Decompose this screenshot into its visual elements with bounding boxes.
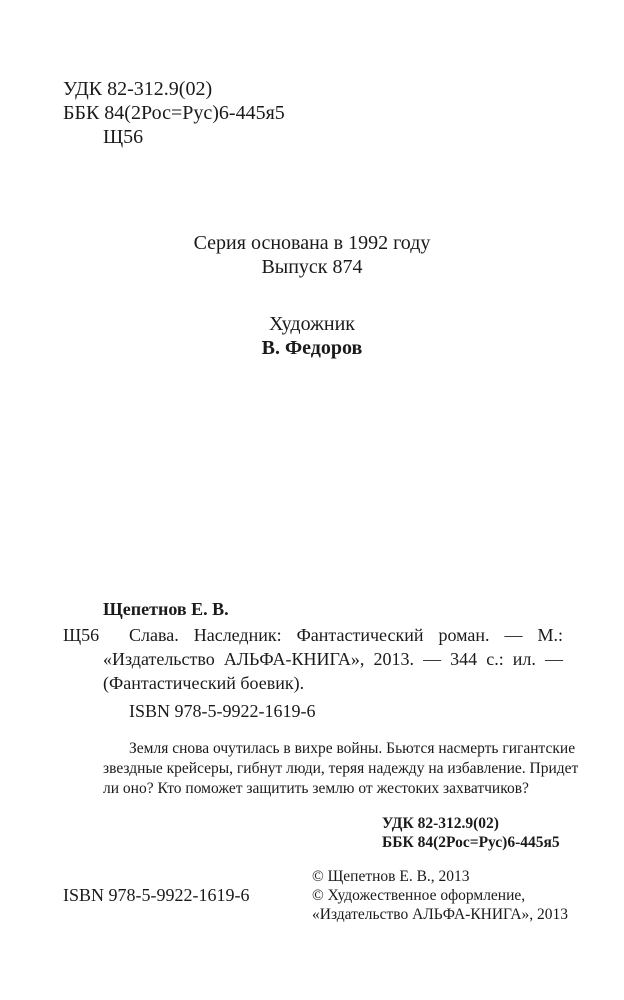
series-issue: Выпуск 874 (261, 256, 363, 278)
series-founded: Серия основана в 1992 году (193, 232, 431, 254)
annotation-line-3: ли оно? Кто поможет защитить землю от жестоких захватчиков? (103, 780, 529, 797)
copyright-author: © Щепетнов Е. В., 2013 (312, 868, 470, 885)
catalog-description-line-2: «Издательство АЛЬФА-КНИГА», 2013. — 344 с.: ил. — (103, 649, 563, 669)
catalog-author: Щепетнов Е. В. (103, 599, 229, 619)
catalog-mark: Щ56 (63, 625, 100, 645)
annotation-line-2: звездные крейсеры, гибнут люди, теряя надежду на избавление. Придет (103, 760, 579, 777)
copyright-design: © Художественное оформление, (312, 887, 526, 904)
catalog-isbn: ISBN 978-5-9922-1619-6 (129, 701, 316, 721)
header-author-mark: Щ56 (103, 126, 144, 148)
header-bbk: ББК 84(2Рос=Рус)6-445я5 (63, 102, 285, 124)
catalog-description-line-3: (Фантастический боевик). (103, 673, 305, 693)
catalog-udk: УДК 82-312.9(02) (382, 815, 499, 832)
illustrator-role: Художник (268, 313, 356, 335)
catalog-bbk: ББК 84(2Рос=Рус)6-445я5 (382, 834, 560, 851)
illustrator-name: В. Федоров (261, 337, 363, 359)
annotation-line-1: Земля снова очутилась в вихре войны. Бьются насмерть гигантские (129, 740, 576, 757)
catalog-description-line-1: Слава. Наследник: Фантастический роман. — М.: (129, 625, 563, 645)
footer-isbn: ISBN 978-5-9922-1619-6 (63, 885, 250, 905)
copyright-publisher: «Издательство АЛЬФА-КНИГА», 2013 (312, 906, 569, 923)
header-udk: УДК 82-312.9(02) (63, 78, 213, 100)
